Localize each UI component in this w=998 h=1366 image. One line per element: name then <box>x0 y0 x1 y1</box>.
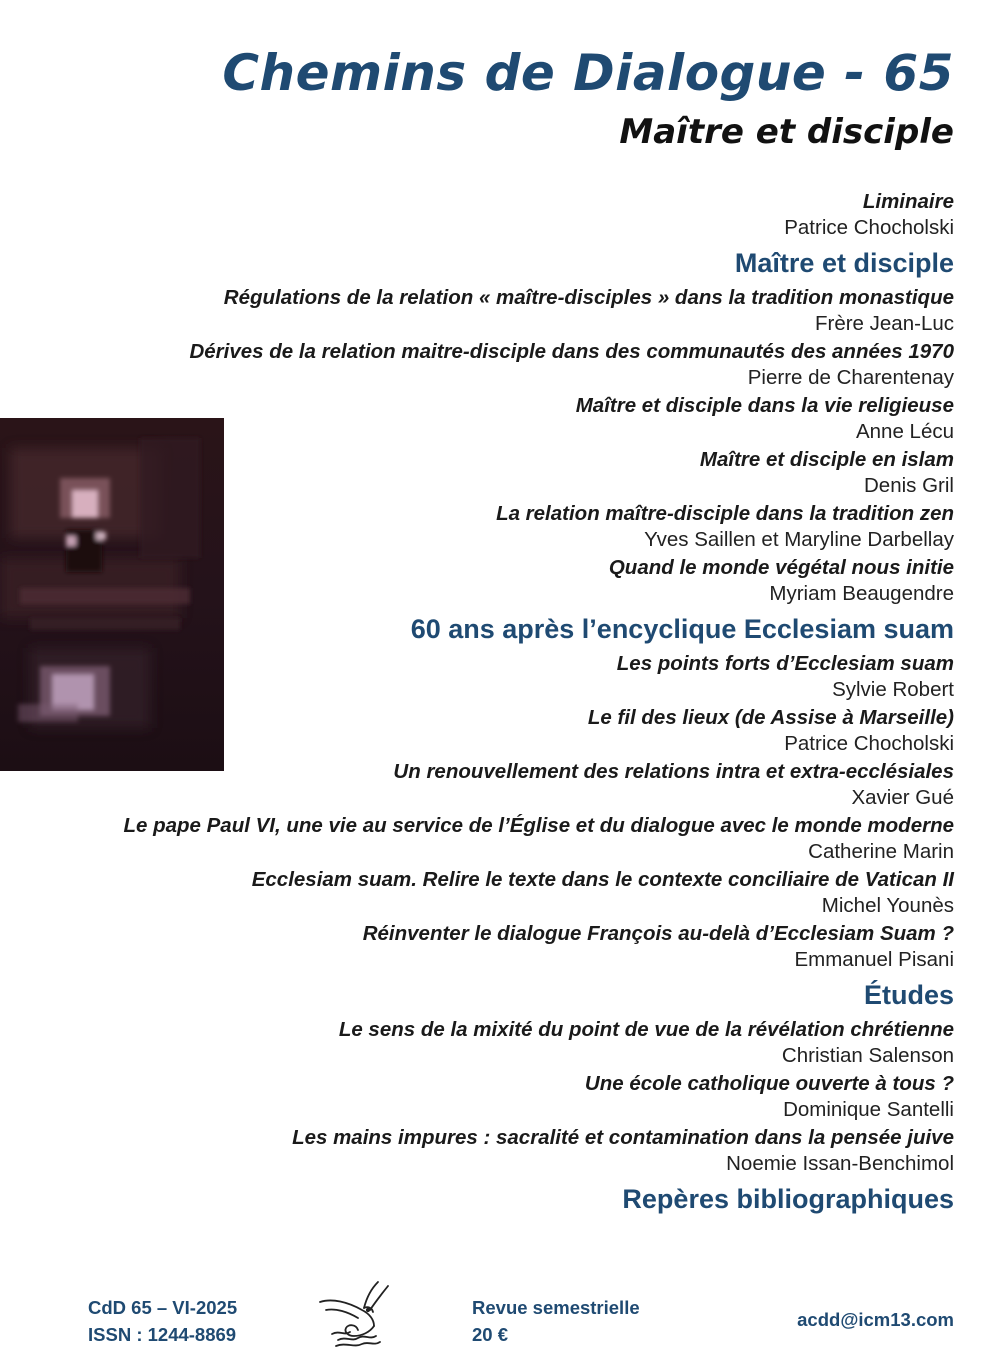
article-author: Sylvie Robert <box>832 678 954 701</box>
article-author: Catherine Marin <box>808 840 954 863</box>
article-title: Un renouvellement des relations intra et extra-ecclésiales <box>393 760 954 783</box>
toc-entry <box>54 812 954 864</box>
toc-entry <box>54 1124 954 1176</box>
contact-email[interactable]: acdd@icm13.com <box>797 1309 954 1330</box>
article-title: Le pape Paul VI, une vie au service de l’Église et du dialogue avec le monde moderne <box>123 814 954 837</box>
section-heading: Maître et disciple <box>734 248 954 278</box>
dove-logo-icon <box>318 1280 394 1354</box>
toc-entry <box>54 188 954 240</box>
toc-entry <box>54 500 954 552</box>
section-heading: Études <box>863 980 954 1010</box>
section-heading: 60 ans après l’encyclique Ecclesiam suam <box>410 614 954 644</box>
toc-entry <box>54 866 954 918</box>
article-title: Maître et disciple en islam <box>699 448 954 471</box>
article-title: Liminaire <box>862 190 954 213</box>
toc-entry <box>54 554 954 606</box>
toc-entry <box>54 284 954 336</box>
article-author: Xavier Gué <box>851 786 954 809</box>
toc-entry <box>54 1070 954 1122</box>
toc-entry <box>54 758 954 810</box>
issue-number: CdD 65 – VI-2025 <box>88 1297 238 1318</box>
toc-entry <box>54 650 954 702</box>
price: 20 € <box>472 1324 509 1345</box>
toc-entry <box>54 704 954 756</box>
article-author: Emmanuel Pisani <box>794 948 954 971</box>
article-title: Quand le monde végétal nous initie <box>608 556 954 579</box>
article-title: Réinventer le dialogue François au-delà d’Ecclesiam Suam ? <box>362 922 954 945</box>
toc-entry <box>54 920 954 972</box>
article-author: Dominique Santelli <box>783 1098 954 1121</box>
issn: ISSN : 1244-8869 <box>88 1324 237 1345</box>
section-heading: Repères bibliographiques <box>622 1184 954 1214</box>
article-author: Patrice Chocholski <box>784 732 954 755</box>
article-title: Une école catholique ouverte à tous ? <box>584 1072 954 1095</box>
publication-frequency: Revue semestrielle <box>472 1297 640 1318</box>
article-title: Ecclesiam suam. Relire le texte dans le contexte conciliaire de Vatican II <box>251 868 954 891</box>
article-author: Michel Younès <box>821 894 954 917</box>
article-title: Le fil des lieux (de Assise à Marseille) <box>587 706 954 729</box>
article-author: Christian Salenson <box>781 1044 954 1067</box>
toc-entry <box>54 392 954 444</box>
article-author: Myriam Beaugendre <box>769 582 954 605</box>
table-of-contents <box>54 188 954 1220</box>
article-author: Patrice Chocholski <box>784 216 954 239</box>
article-title: Régulations de la relation « maître-disciples » dans la tradition monastique <box>223 286 954 309</box>
footer <box>0 1294 998 1354</box>
article-author: Denis Gril <box>864 474 954 497</box>
article-author: Frère Jean-Luc <box>814 312 954 335</box>
article-author: Noemie Issan-Benchimol <box>726 1152 954 1175</box>
article-title: Les points forts d’Ecclesiam suam <box>616 652 954 675</box>
article-title: La relation maître-disciple dans la tradition zen <box>496 502 954 525</box>
article-author: Anne Lécu <box>855 420 954 443</box>
toc-entry <box>54 338 954 390</box>
article-author: Yves Saillen et Maryline Darbellay <box>644 528 954 551</box>
article-title: Le sens de la mixité du point de vue de la révélation chrétienne <box>338 1018 954 1041</box>
article-title: Les mains impures : sacralité et contamination dans la pensée juive <box>292 1126 954 1149</box>
article-title: Dérives de la relation maitre-disciple dans des communautés des années 1970 <box>189 340 954 363</box>
toc-entry <box>54 1016 954 1068</box>
journal-title: Chemins de Dialogue - 65 <box>222 44 954 102</box>
article-author: Pierre de Charentenay <box>747 366 954 389</box>
issue-theme: Maître et disciple <box>619 112 954 152</box>
article-title: Maître et disciple dans la vie religieuse <box>575 394 954 417</box>
toc-entry <box>54 446 954 498</box>
